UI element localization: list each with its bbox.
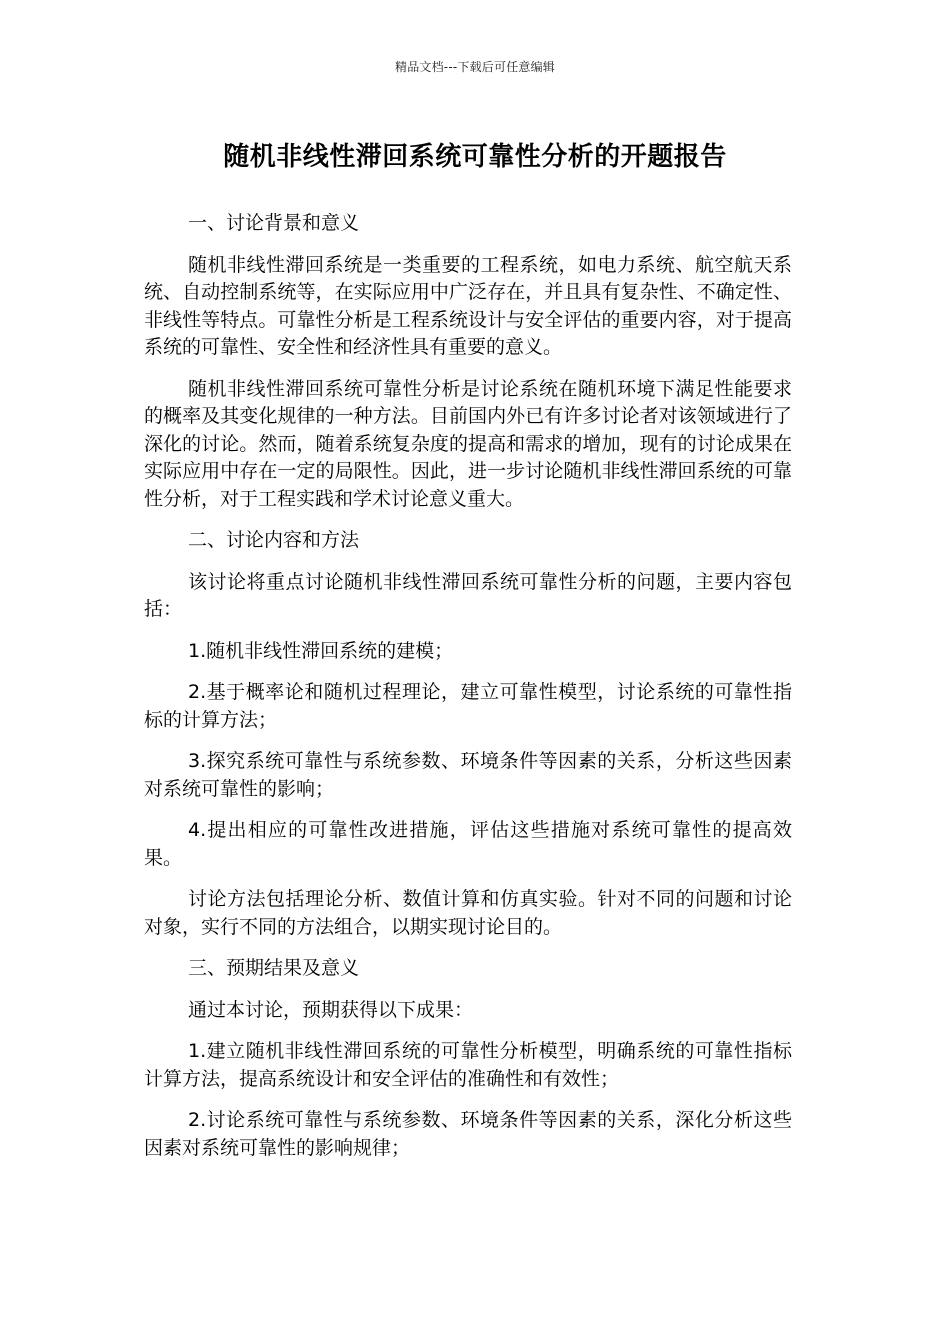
- paragraph-background-2: 随机非线性滞回系统可靠性分析是讨论系统在随机环境下满足性能要求的概率及其变化规律的一种方法。目前国内外已有许多讨论者对该领域进行了深化的讨论。然而，随着系统复杂度的提高和需求的增加，现有的讨论成果在实际应用中存在一定的局限性。因此，进一步讨论随机非线性滞回系统的可靠性分析，对于工程实践和学术讨论意义重大。: [144, 377, 792, 510]
- list-item-content-4: 4.提出相应的可靠性改进措施，评估这些措施对系统可靠性的提高效果。: [144, 819, 792, 869]
- list-item-content-3: 3.探究系统可靠性与系统参数、环境条件等因素的关系，分析这些因素对系统可靠性的影响；: [144, 750, 792, 800]
- list-item-result-2: 2.讨论系统可靠性与系统参数、环境条件等因素的关系，深化分析这些因素对系统可靠性的影响规律；: [144, 1109, 792, 1159]
- list-item-content-2: 2.基于概率论和随机过程理论，建立可靠性模型，讨论系统的可靠性指标的计算方法；: [144, 681, 792, 731]
- list-item-result-1: 1.建立随机非线性滞回系统的可靠性分析模型，明确系统的可靠性指标计算方法，提高系统设计和安全评估的准确性和有效性；: [144, 1040, 792, 1090]
- list-item-content-1: 1.随机非线性滞回系统的建模；: [188, 639, 454, 662]
- section-heading-expected-results: 三、预期结果及意义: [188, 957, 360, 979]
- section-heading-background: 一、讨论背景和意义: [188, 212, 360, 234]
- paragraph-background-1: 随机非线性滞回系统是一类重要的工程系统，如电力系统、航空航天系统、自动控制系统等，在实际应用中广泛存在，并且具有复杂性、不确定性、非线性等特点。可靠性分析是工程系统设计与安全评估的重要内容，对于提高系统的可靠性、安全性和经济性具有重要的意义。: [144, 253, 792, 358]
- paragraph-results-intro: 通过本讨论，预期获得以下成果：: [188, 998, 474, 1021]
- header-note: 精品文档---下载后可任意编辑: [395, 60, 555, 74]
- paragraph-methods: 讨论方法包括理论分析、数值计算和仿真实验。针对不同的问题和讨论对象，实行不同的方法组合，以期实现讨论目的。: [144, 888, 792, 938]
- section-heading-content-methods: 二、讨论内容和方法: [188, 529, 360, 551]
- document-title: 随机非线性滞回系统可靠性分析的开题报告: [223, 142, 727, 172]
- paragraph-content-intro: 该讨论将重点讨论随机非线性滞回系统可靠性分析的问题，主要内容包括：: [144, 570, 792, 620]
- document-body: [144, 210, 792, 1176]
